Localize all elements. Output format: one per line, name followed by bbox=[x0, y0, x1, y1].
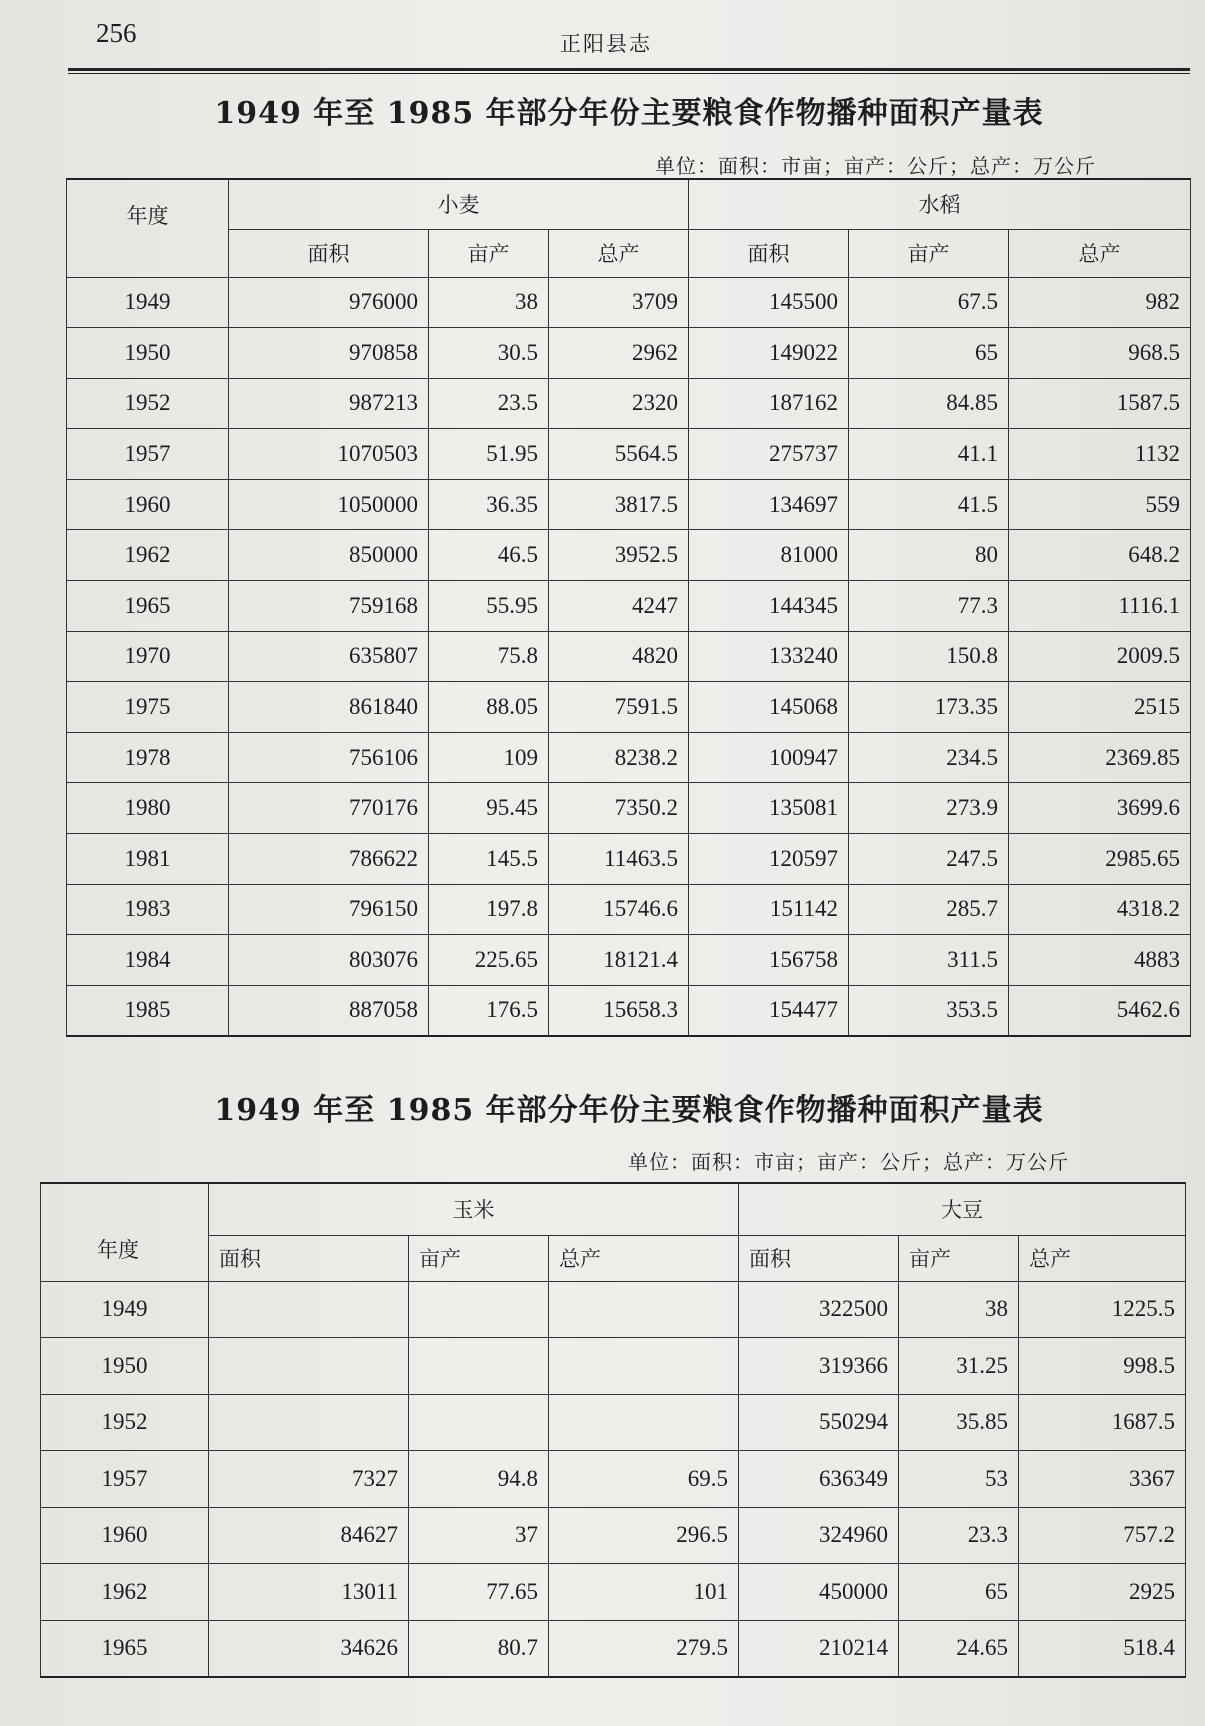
value-cell: 2320 bbox=[549, 378, 689, 429]
table2-subheader: 总产 bbox=[1019, 1235, 1186, 1281]
year-cell: 1962 bbox=[67, 530, 229, 581]
value-cell: 5462.6 bbox=[1009, 985, 1191, 1036]
value-cell: 770176 bbox=[229, 783, 429, 834]
value-cell: 84.85 bbox=[849, 378, 1009, 429]
year-cell: 1970 bbox=[67, 631, 229, 682]
value-cell: 1687.5 bbox=[1019, 1394, 1186, 1451]
value-cell: 13011 bbox=[209, 1564, 409, 1621]
value-cell: 34626 bbox=[209, 1620, 409, 1677]
value-cell: 861840 bbox=[229, 682, 429, 733]
value-cell: 55.95 bbox=[429, 581, 549, 632]
value-cell: 970858 bbox=[229, 328, 429, 379]
value-cell: 134697 bbox=[689, 479, 849, 530]
value-cell: 173.35 bbox=[849, 682, 1009, 733]
value-cell: 145500 bbox=[689, 277, 849, 328]
value-cell: 2985.65 bbox=[1009, 834, 1191, 885]
value-cell: 324960 bbox=[739, 1507, 899, 1564]
value-cell: 80 bbox=[849, 530, 1009, 581]
year-cell: 1960 bbox=[41, 1507, 209, 1564]
table-row bbox=[67, 328, 1191, 379]
value-cell: 100947 bbox=[689, 732, 849, 783]
value-cell: 550294 bbox=[739, 1394, 899, 1451]
table-row bbox=[67, 429, 1191, 480]
value-cell: 2369.85 bbox=[1009, 732, 1191, 783]
value-cell: 154477 bbox=[689, 985, 849, 1036]
value-cell: 4820 bbox=[549, 631, 689, 682]
table-row bbox=[41, 1620, 1186, 1677]
value-cell: 94.8 bbox=[409, 1451, 549, 1508]
value-cell: 3817.5 bbox=[549, 479, 689, 530]
value-cell bbox=[549, 1281, 739, 1338]
value-cell: 53 bbox=[899, 1451, 1019, 1508]
value-cell: 156758 bbox=[689, 935, 849, 986]
table2-subheader: 亩产 bbox=[899, 1235, 1019, 1281]
value-cell: 30.5 bbox=[429, 328, 549, 379]
value-cell: 135081 bbox=[689, 783, 849, 834]
value-cell: 145068 bbox=[689, 682, 849, 733]
page-number: 256 bbox=[96, 18, 137, 48]
table1-group-wheat: 小麦 bbox=[229, 179, 689, 229]
table-row bbox=[67, 884, 1191, 935]
table-row bbox=[67, 935, 1191, 986]
value-cell bbox=[549, 1338, 739, 1395]
value-cell: 7350.2 bbox=[549, 783, 689, 834]
value-cell: 450000 bbox=[739, 1564, 899, 1621]
value-cell: 51.95 bbox=[429, 429, 549, 480]
value-cell: 225.65 bbox=[429, 935, 549, 986]
table1-title: 1949 年至 1985 年部分年份主要粮食作物播种面积产量表 bbox=[214, 96, 1044, 131]
table-row bbox=[67, 581, 1191, 632]
year-cell: 1981 bbox=[67, 834, 229, 885]
value-cell: 759168 bbox=[229, 581, 429, 632]
year-cell: 1980 bbox=[67, 783, 229, 834]
value-cell: 101 bbox=[549, 1564, 739, 1621]
value-cell: 296.5 bbox=[549, 1507, 739, 1564]
value-cell: 149022 bbox=[689, 328, 849, 379]
table-row bbox=[67, 732, 1191, 783]
value-cell: 648.2 bbox=[1009, 530, 1191, 581]
value-cell: 3952.5 bbox=[549, 530, 689, 581]
value-cell: 1050000 bbox=[229, 479, 429, 530]
year-cell: 1950 bbox=[41, 1338, 209, 1395]
year-cell: 1949 bbox=[67, 277, 229, 328]
table-row bbox=[67, 985, 1191, 1036]
value-cell: 2515 bbox=[1009, 682, 1191, 733]
table1-subheader: 亩产 bbox=[429, 229, 549, 277]
table2-subheader: 总产 bbox=[549, 1235, 739, 1281]
table-row bbox=[67, 631, 1191, 682]
year-cell: 1978 bbox=[67, 732, 229, 783]
value-cell: 275737 bbox=[689, 429, 849, 480]
value-cell: 35.85 bbox=[899, 1394, 1019, 1451]
value-cell: 803076 bbox=[229, 935, 429, 986]
value-cell bbox=[549, 1394, 739, 1451]
table2-group-soybean: 大豆 bbox=[739, 1183, 1186, 1235]
table2-subheader: 面积 bbox=[209, 1235, 409, 1281]
value-cell: 187162 bbox=[689, 378, 849, 429]
value-cell: 77.65 bbox=[409, 1564, 549, 1621]
table-row bbox=[67, 378, 1191, 429]
value-cell: 150.8 bbox=[849, 631, 1009, 682]
value-cell: 247.5 bbox=[849, 834, 1009, 885]
table1-subheader: 总产 bbox=[549, 229, 689, 277]
value-cell: 322500 bbox=[739, 1281, 899, 1338]
value-cell: 559 bbox=[1009, 479, 1191, 530]
value-cell: 7327 bbox=[209, 1451, 409, 1508]
table-row bbox=[67, 834, 1191, 885]
table-row bbox=[67, 277, 1191, 328]
value-cell: 850000 bbox=[229, 530, 429, 581]
value-cell: 145.5 bbox=[429, 834, 549, 885]
value-cell: 88.05 bbox=[429, 682, 549, 733]
value-cell: 120597 bbox=[689, 834, 849, 885]
table1-unit: 单位：面积：市亩；亩产：公斤；总产：万公斤 bbox=[655, 154, 1096, 178]
header-rule bbox=[68, 68, 1190, 71]
value-cell: 1070503 bbox=[229, 429, 429, 480]
value-cell: 2009.5 bbox=[1009, 631, 1191, 682]
value-cell: 18121.4 bbox=[549, 935, 689, 986]
year-cell: 1962 bbox=[41, 1564, 209, 1621]
value-cell: 796150 bbox=[229, 884, 429, 935]
value-cell: 176.5 bbox=[429, 985, 549, 1036]
table-row bbox=[41, 1564, 1186, 1621]
value-cell: 37 bbox=[409, 1507, 549, 1564]
table1 bbox=[66, 178, 1191, 1037]
table2-subheader: 亩产 bbox=[409, 1235, 549, 1281]
value-cell: 756106 bbox=[229, 732, 429, 783]
table-row bbox=[67, 479, 1191, 530]
value-cell: 95.45 bbox=[429, 783, 549, 834]
value-cell: 518.4 bbox=[1019, 1620, 1186, 1677]
value-cell: 69.5 bbox=[549, 1451, 739, 1508]
year-cell: 1949 bbox=[41, 1281, 209, 1338]
year-cell: 1985 bbox=[67, 985, 229, 1036]
value-cell: 15658.3 bbox=[549, 985, 689, 1036]
value-cell: 279.5 bbox=[549, 1620, 739, 1677]
value-cell: 24.65 bbox=[899, 1620, 1019, 1677]
table-row bbox=[67, 530, 1191, 581]
value-cell: 887058 bbox=[229, 985, 429, 1036]
table2-unit: 单位：面积：市亩；亩产：公斤；总产：万公斤 bbox=[628, 1150, 1069, 1174]
year-cell: 1975 bbox=[67, 682, 229, 733]
value-cell: 3699.6 bbox=[1009, 783, 1191, 834]
value-cell: 5564.5 bbox=[549, 429, 689, 480]
table2-year-header: 年度 bbox=[41, 1183, 209, 1281]
running-head: 正阳县志 bbox=[560, 32, 652, 56]
value-cell bbox=[409, 1394, 549, 1451]
value-cell bbox=[209, 1394, 409, 1451]
value-cell: 1587.5 bbox=[1009, 378, 1191, 429]
year-cell: 1965 bbox=[67, 581, 229, 632]
value-cell bbox=[409, 1281, 549, 1338]
table-row bbox=[67, 682, 1191, 733]
value-cell: 353.5 bbox=[849, 985, 1009, 1036]
value-cell: 982 bbox=[1009, 277, 1191, 328]
table-row bbox=[41, 1394, 1186, 1451]
value-cell bbox=[409, 1338, 549, 1395]
value-cell: 109 bbox=[429, 732, 549, 783]
value-cell: 65 bbox=[899, 1564, 1019, 1621]
table2 bbox=[40, 1182, 1186, 1678]
year-cell: 1950 bbox=[67, 328, 229, 379]
value-cell bbox=[209, 1338, 409, 1395]
value-cell: 3709 bbox=[549, 277, 689, 328]
table1-subheader: 总产 bbox=[1009, 229, 1191, 277]
table-row bbox=[41, 1281, 1186, 1338]
value-cell: 38 bbox=[899, 1281, 1019, 1338]
value-cell: 4883 bbox=[1009, 935, 1191, 986]
value-cell: 31.25 bbox=[899, 1338, 1019, 1395]
value-cell: 197.8 bbox=[429, 884, 549, 935]
value-cell: 210214 bbox=[739, 1620, 899, 1677]
table-row bbox=[41, 1338, 1186, 1395]
value-cell: 234.5 bbox=[849, 732, 1009, 783]
table1-subheader: 面积 bbox=[689, 229, 849, 277]
value-cell: 4318.2 bbox=[1009, 884, 1191, 935]
value-cell: 311.5 bbox=[849, 935, 1009, 986]
value-cell: 80.7 bbox=[409, 1620, 549, 1677]
value-cell: 15746.6 bbox=[549, 884, 689, 935]
value-cell: 2925 bbox=[1019, 1564, 1186, 1621]
table1-group-rice: 水稻 bbox=[689, 179, 1191, 229]
value-cell: 11463.5 bbox=[549, 834, 689, 885]
table-row bbox=[41, 1451, 1186, 1508]
year-cell: 1983 bbox=[67, 884, 229, 935]
value-cell: 65 bbox=[849, 328, 1009, 379]
year-cell: 1952 bbox=[67, 378, 229, 429]
value-cell: 319366 bbox=[739, 1338, 899, 1395]
value-cell: 23.5 bbox=[429, 378, 549, 429]
value-cell bbox=[209, 1281, 409, 1338]
value-cell: 636349 bbox=[739, 1451, 899, 1508]
value-cell: 23.3 bbox=[899, 1507, 1019, 1564]
value-cell: 273.9 bbox=[849, 783, 1009, 834]
value-cell: 133240 bbox=[689, 631, 849, 682]
value-cell: 285.7 bbox=[849, 884, 1009, 935]
year-cell: 1952 bbox=[41, 1394, 209, 1451]
value-cell: 4247 bbox=[549, 581, 689, 632]
table1-year-header: 年度 bbox=[67, 179, 229, 277]
value-cell: 2962 bbox=[549, 328, 689, 379]
value-cell: 77.3 bbox=[849, 581, 1009, 632]
value-cell: 786622 bbox=[229, 834, 429, 885]
header-rule-thin bbox=[68, 73, 1190, 74]
value-cell: 41.5 bbox=[849, 479, 1009, 530]
table-row bbox=[67, 783, 1191, 834]
value-cell: 1116.1 bbox=[1009, 581, 1191, 632]
value-cell: 151142 bbox=[689, 884, 849, 935]
year-cell: 1957 bbox=[67, 429, 229, 480]
year-cell: 1984 bbox=[67, 935, 229, 986]
value-cell: 46.5 bbox=[429, 530, 549, 581]
value-cell: 81000 bbox=[689, 530, 849, 581]
table1-subheader: 亩产 bbox=[849, 229, 1009, 277]
year-cell: 1957 bbox=[41, 1451, 209, 1508]
value-cell: 8238.2 bbox=[549, 732, 689, 783]
value-cell: 3367 bbox=[1019, 1451, 1186, 1508]
table2-group-corn: 玉米 bbox=[209, 1183, 739, 1235]
value-cell: 75.8 bbox=[429, 631, 549, 682]
table-row bbox=[41, 1507, 1186, 1564]
value-cell: 976000 bbox=[229, 277, 429, 328]
value-cell: 41.1 bbox=[849, 429, 1009, 480]
year-cell: 1965 bbox=[41, 1620, 209, 1677]
value-cell: 7591.5 bbox=[549, 682, 689, 733]
value-cell: 1132 bbox=[1009, 429, 1191, 480]
value-cell: 987213 bbox=[229, 378, 429, 429]
year-cell: 1960 bbox=[67, 479, 229, 530]
table1-subheader: 面积 bbox=[229, 229, 429, 277]
table2-title: 1949 年至 1985 年部分年份主要粮食作物播种面积产量表 bbox=[214, 1093, 1044, 1128]
value-cell: 36.35 bbox=[429, 479, 549, 530]
value-cell: 38 bbox=[429, 277, 549, 328]
value-cell: 757.2 bbox=[1019, 1507, 1186, 1564]
value-cell: 998.5 bbox=[1019, 1338, 1186, 1395]
value-cell: 968.5 bbox=[1009, 328, 1191, 379]
value-cell: 635807 bbox=[229, 631, 429, 682]
value-cell: 144345 bbox=[689, 581, 849, 632]
value-cell: 67.5 bbox=[849, 277, 1009, 328]
value-cell: 1225.5 bbox=[1019, 1281, 1186, 1338]
value-cell: 84627 bbox=[209, 1507, 409, 1564]
table2-subheader: 面积 bbox=[739, 1235, 899, 1281]
